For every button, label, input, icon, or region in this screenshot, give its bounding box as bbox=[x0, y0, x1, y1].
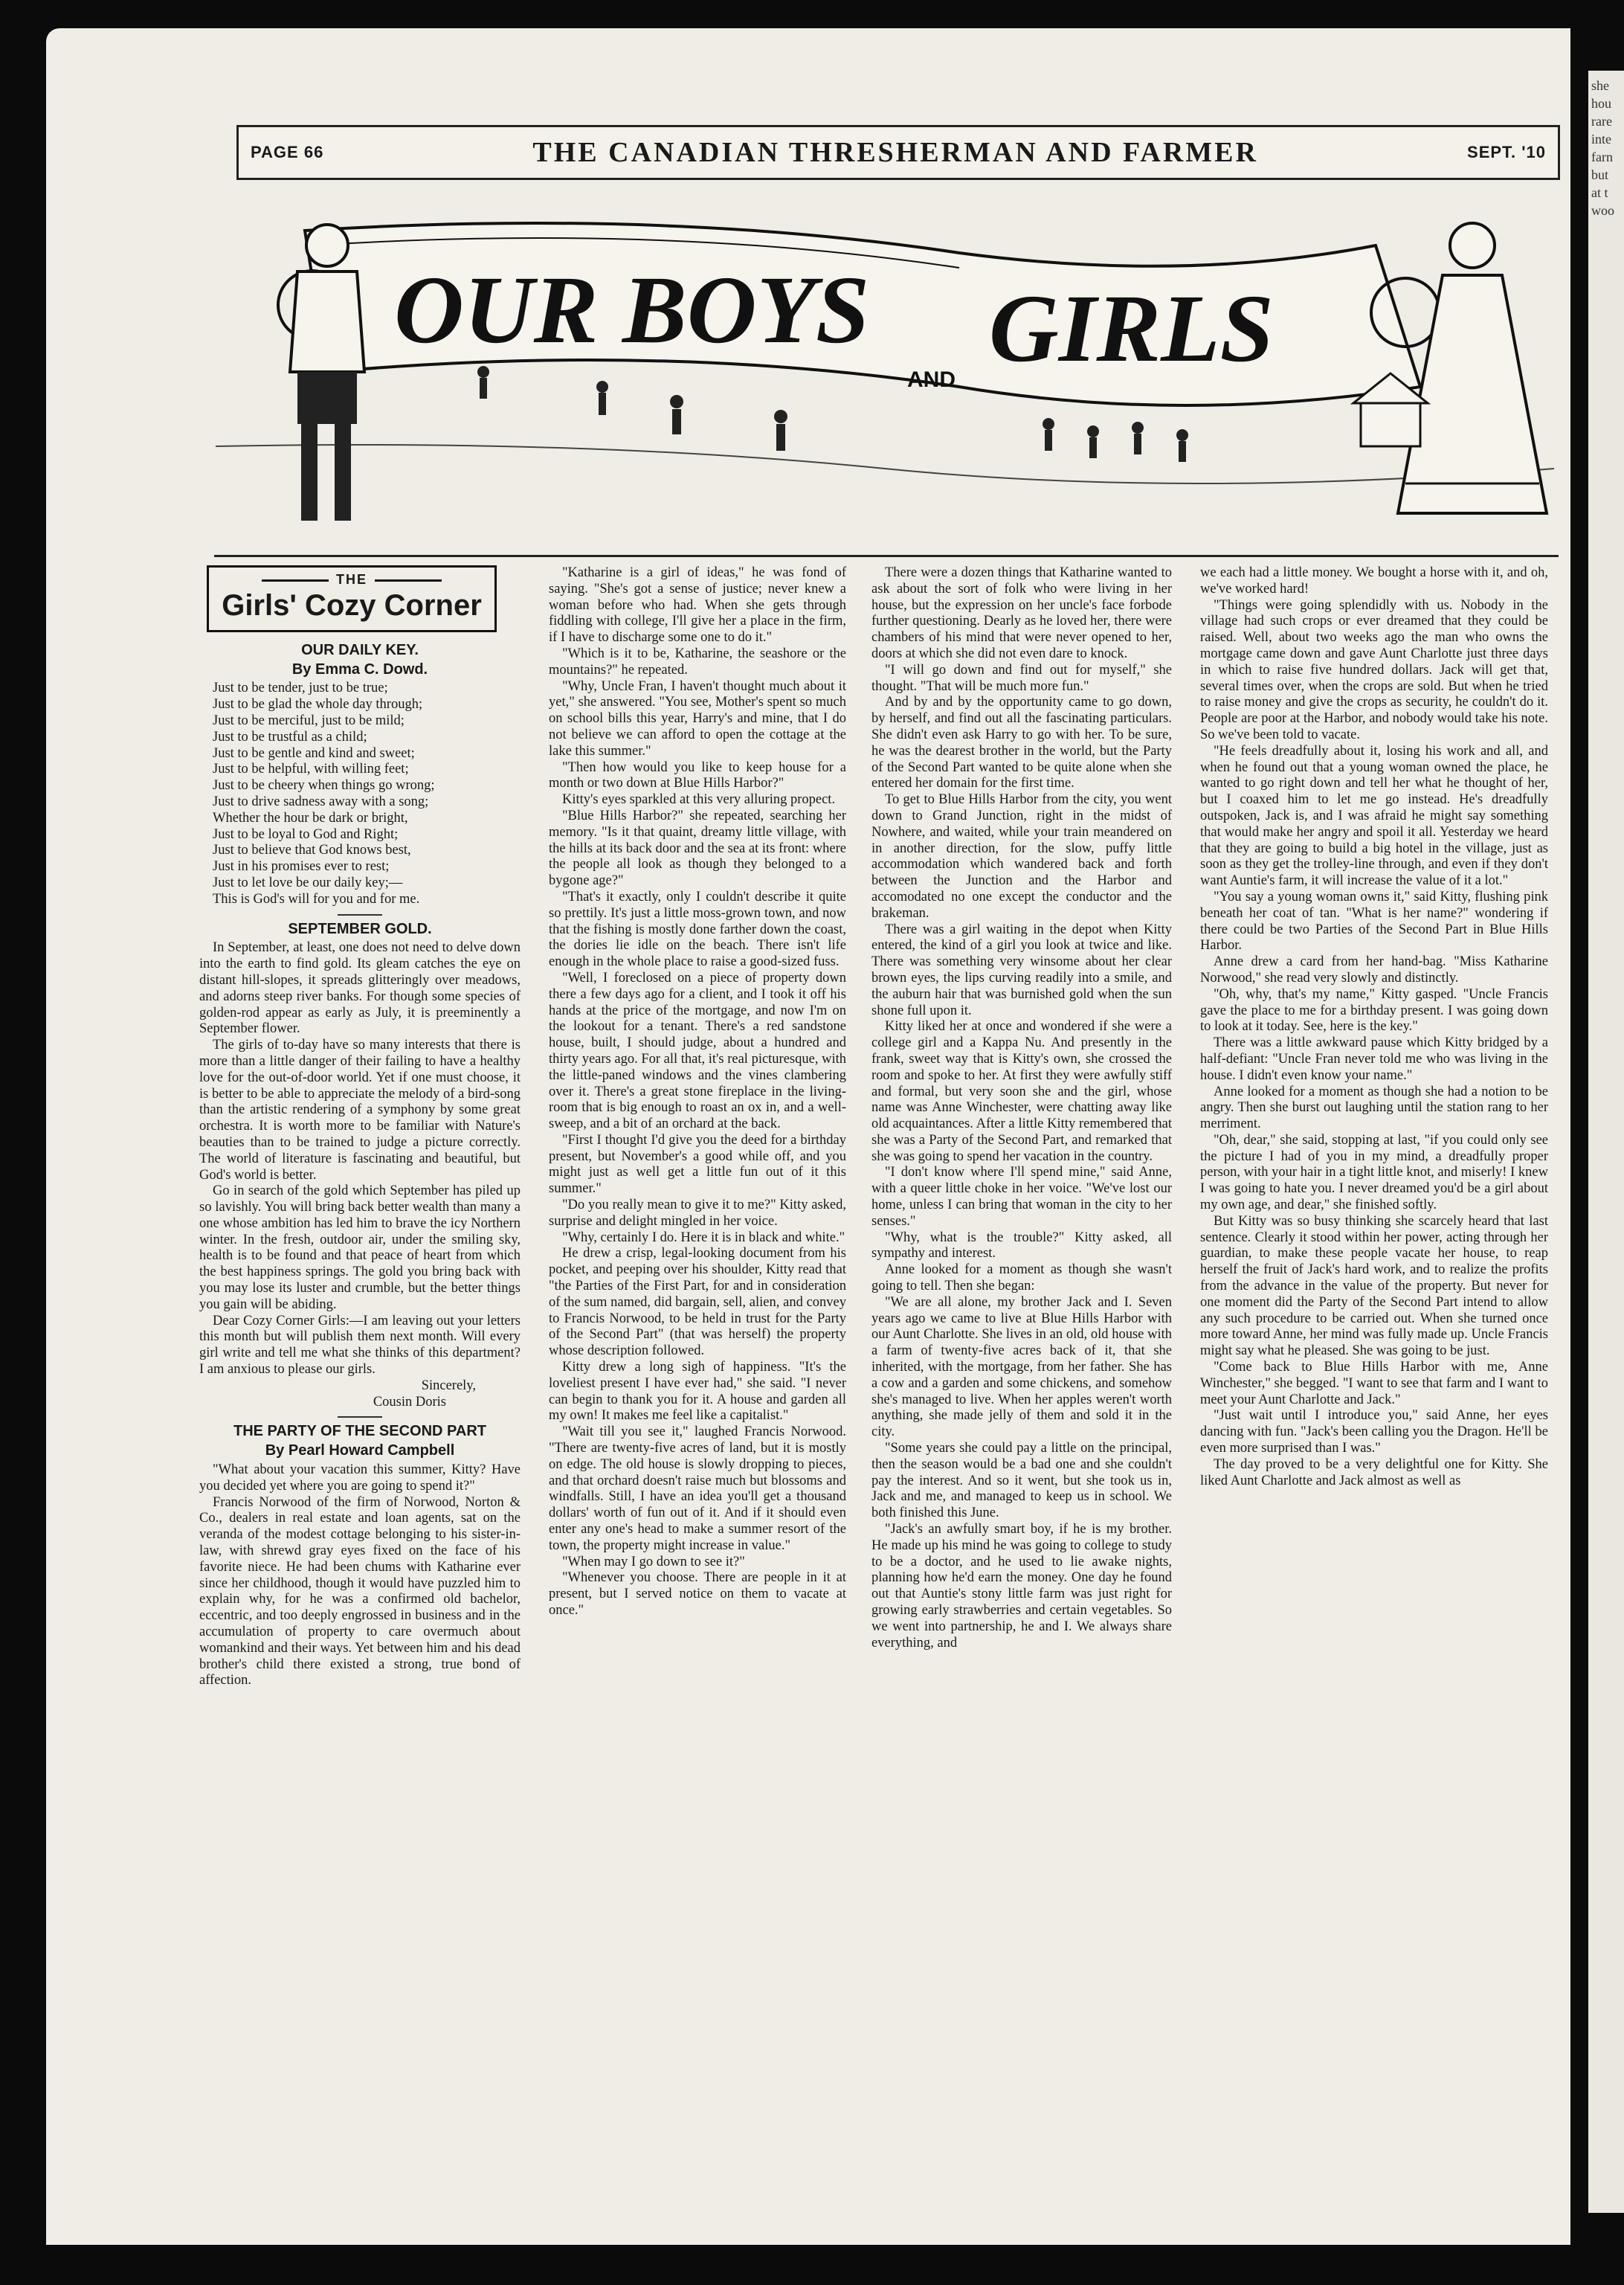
poem-line: Just to be merciful, just to be mild; bbox=[213, 713, 405, 728]
paragraph: "Wait till you see it," laughed Francis Norwood. "There are twenty-five acres of land, but it is mostly on edge. The old house is slowly dropping to pieces, and that orchard doesn't raise much but blossoms and windfalls. Still, I have an idea you'll get a thousand dollars' worth of fun out of it. And if it should even enter any one's head to make a summer resort of the town, the property might increase in value." bbox=[549, 1424, 846, 1553]
fragment-line: hou bbox=[1591, 96, 1611, 111]
paragraph: Kitty drew a long sigh of happiness. "It's the loveliest present I have ever had," she said. "I never can begin to thank you for it. A house and garden all my own! It makes me feel like a capitalist." bbox=[549, 1360, 846, 1424]
poem-line: Just in his promises ever to rest; bbox=[213, 859, 390, 875]
paragraph: Anne looked for a moment as though she had a notion to be angry. Then she burst out laughing until the station rang to her merriment. bbox=[1200, 1084, 1548, 1132]
poem-line: Just to drive sadness away with a song; bbox=[213, 794, 429, 809]
corner-the-label: THE bbox=[216, 572, 487, 588]
paragraph: "Oh, dear," she said, stopping at last, "if you could only see the picture I had of you in my mind, a dreadfully proper person, with your hair in a tight little knot, and miserly! I knew I was going to hate you. I never dreamed you'd be a girl about my own age, and dear," she finished softly. bbox=[1200, 1132, 1548, 1213]
our-boys-and-girls-banner bbox=[216, 201, 1554, 550]
fragment-line: she bbox=[1591, 78, 1609, 93]
paragraph: "Whenever you choose. There are people in it at present, but I served notice on them to vacate at once." bbox=[549, 1570, 846, 1618]
paragraph: There was a girl waiting in the depot when Kitty entered, the kind of a girl you look at twice and like. There was something very winsome about her clear brown eyes, the lips curving readily into a smile, and the auburn hair that was burnished gold when the sun shone full upon it. bbox=[871, 922, 1172, 1018]
paragraph: "We are all alone, my brother Jack and I. Seven years ago we came to live at Blue Hills Harbor with our Aunt Charlotte. She lives in an old, old house with a farm of twenty-five acres back of it, that she inherited, with the mortgage, from her father. She has a cow and a garden and some chickens, and somehow she's managed to live. When her apples weren't worth anything, she made jelly of them and sold it in the city. bbox=[871, 1294, 1172, 1440]
paragraph: To get to Blue Hills Harbor from the city, you went down to Grand Junction, right in the midst of Nowhere, and waited, while your train meandered on in another direction, for the slow, puffy little accommodation which wandered back and forth between the Junction and the Harbor and accomodated no one except the conductor and the brakeman. bbox=[871, 792, 1172, 921]
story-byline: By Pearl Howard Campbell bbox=[265, 1442, 455, 1459]
paragraph: The girls of to-day have so many interests that there is more than a little danger of their failing to have a healthy love for the out-of-door world. Yet if one must choose, it is better to be able to appreciate the melody of a bird-song than the artistic rendering of a symphony by some great orchestra. It is worth more to be familiar with Nature's beauties than to be trained to judge a picture correctly. The world of literature is fascinating and beautiful, but God's world is better. bbox=[199, 1038, 521, 1183]
corner-title: Girls' Cozy Corner bbox=[222, 588, 482, 622]
section-divider bbox=[338, 1416, 382, 1418]
adjacent-page-edge bbox=[1588, 71, 1624, 2213]
paragraph: "Katharine is a girl of ideas," he was fond of saying. "She's got a sense of justice; never knew a woman before who had. When she gets through fiddling with college, I'll give her a place in the firm, if I have to discharge some one to do it." bbox=[549, 565, 846, 646]
page-number: PAGE 66 bbox=[251, 143, 324, 161]
paragraph: "I will go down and find out for myself," she thought. "That will be much more fun." bbox=[871, 662, 1172, 694]
poem-line: This is God's will for you and for me. bbox=[213, 891, 420, 907]
adjacent-page-fragment bbox=[1588, 71, 1624, 225]
paragraph: "Why, Uncle Fran, I haven't thought much about it yet," she answered. "You see, Mother's spent so much on school bills this year, Harry's and mine, that I do not believe we can afford to open the cottage at the lake this summer." bbox=[549, 678, 846, 759]
paragraph: "When may I go down to see it?" bbox=[562, 1554, 745, 1569]
poem-line: Just to let love be our daily key;— bbox=[213, 875, 403, 890]
masthead-bar bbox=[236, 125, 1560, 180]
banner-illustration bbox=[216, 201, 1554, 550]
banner-left-text: OUR BOYS bbox=[394, 257, 870, 364]
paragraph: There was a little awkward pause which Kitty bridged by a half-defiant: "Uncle Fran never told me who was living in the house. I didn't even know your name." bbox=[1200, 1035, 1548, 1083]
paragraph: In September, at least, one does not need to delve down into the earth to find gold. Its gleam catches the eye on distant hill-slopes, it spreads glitteringly over meadows, and adorns steep river banks. For though some species of golden-rod appear as early as July, it is preeminently a September flower. bbox=[199, 940, 521, 1037]
poem-line: Just to be cheery when things go wrong; bbox=[213, 778, 435, 794]
story-title: THE PARTY OF THE SECOND PART bbox=[233, 1423, 487, 1440]
publication-title: THE CANADIAN THRESHERMAN AND FARMER bbox=[532, 137, 1258, 168]
signature: Cousin Doris bbox=[373, 1394, 446, 1410]
banner-divider bbox=[214, 555, 1559, 557]
paragraph: The day proved to be a very delightful one for Kitty. She liked Aunt Charlotte and Jack almost as well as bbox=[1200, 1456, 1548, 1488]
fragment-line: woo bbox=[1591, 203, 1614, 218]
issue-date: SEPT. '10 bbox=[1467, 143, 1546, 161]
paragraph: "Why, what is the trouble?" Kitty asked, all sympathy and interest. bbox=[871, 1230, 1172, 1262]
paragraph: "Do you really mean to give it to me?" Kitty asked, surprise and delight mingled in her voice. bbox=[549, 1198, 846, 1229]
poem-line: Just to be tender, just to be true; bbox=[213, 681, 388, 696]
poem-line: Just to be glad the whole day through; bbox=[213, 697, 423, 713]
daily-key-title: OUR DAILY KEY. bbox=[301, 641, 419, 658]
paragraph: Anne looked for a moment as though she wasn't going to tell. Then she began: bbox=[871, 1262, 1172, 1294]
girl-figure bbox=[1398, 223, 1547, 513]
daily-key-byline: By Emma C. Dowd. bbox=[291, 661, 428, 678]
paragraph: "Which is it to be, Katharine, the seashore or the mountains?" he repeated. bbox=[549, 646, 846, 678]
column-2 bbox=[549, 565, 846, 1619]
paragraph: "Come back to Blue Hills Harbor with me, Anne Winchester," she begged. "I want to see that farm and I want to meet your Aunt Charlotte and Jack." bbox=[1200, 1360, 1548, 1407]
paragraph: And by and by the opportunity came to go down, by herself, and find out all the fascinating particulars. She didn't even ask Harry to go with her. To be sure, he was the dearest brother in the world, but the Party of the Second Part wanted to be quite alone when she entered her domain for the first time. bbox=[871, 695, 1172, 791]
girls-cozy-corner-heading bbox=[207, 565, 497, 632]
paragraph: "What about your vacation this summer, Kitty? Have you decided yet where you are going to spend it?" bbox=[199, 1462, 521, 1494]
paragraph: "I don't know where I'll spend mine," said Anne, with a queer little choke in her voice. "We've lost our home, unless I can bring that woman in the city to her senses." bbox=[871, 1165, 1172, 1229]
banner-right-text: GIRLS bbox=[989, 275, 1274, 382]
poem-line: Just to be trustful as a child; bbox=[213, 729, 367, 745]
paragraph: Dear Cozy Corner Girls:—I am leaving out your letters this month but will publish them next month. Will every girl write and tell me what she thinks of this department? I am anxious to please our girls. bbox=[199, 1313, 521, 1378]
paragraph: "Then how would you like to keep house for a month or two down at Blue Hills Harbor?" bbox=[549, 759, 846, 791]
poem-line: Just to be helpful, with willing feet; bbox=[213, 762, 409, 777]
paragraph: Kitty's eyes sparkled at this very alluring propect. bbox=[562, 792, 836, 808]
paragraph: Kitty liked her at once and wondered if she were a college girl and a Kappa Nu. And presently in the frank, sweet way that is Kitty's own, she crossed the room and spoke to her. At first they were awfully stiff and formal, but very soon she and the girl, whose name was Anne Winchester, were chatting away like old acquaintances. After a little Kitty remembered that she was a Party of the Second Part, and remarked that she was going to spend her vacation in the country. bbox=[871, 1019, 1172, 1164]
september-gold-title: SEPTEMBER GOLD. bbox=[288, 920, 432, 937]
paragraph: "Blue Hills Harbor?" she repeated, searching her memory. "Is it that quaint, dreamy little village, with the hills at its back door and the sea at its front: where the people all look as though they belonged to a bygone age?" bbox=[549, 808, 846, 889]
column-4 bbox=[1200, 565, 1548, 1489]
poem bbox=[199, 681, 521, 907]
column-3 bbox=[871, 565, 1172, 1651]
fragment-line: inte bbox=[1591, 132, 1611, 147]
paragraph: "Well, I foreclosed on a piece of property down there a few days ago for a client, and I took it off his hands at the price of the mortgage, and now I'm on the lookout for a tenant. There's a red sandstone house, built, I should judge, about a hundred and thirty years ago. For all that, it's real picturesque, with the little-paned windows and the vines clambering over it. There's a great stone fireplace in the living-room that is big enough to roast an ox in, and a well-sweep, and a bit of an orchard at the back. bbox=[549, 970, 846, 1132]
fragment-line: rare bbox=[1591, 114, 1612, 129]
poem-line: Just to be gentle and kind and sweet; bbox=[213, 745, 415, 761]
paragraph: "That's it exactly, only I couldn't describe it quite so prettily. It's just a little moss-grown town, and now that the fishing is mostly done farther down the coast, the dories lie idle on the beach. There isn't life enough in the whole place to raise a good-sized fuss. bbox=[549, 889, 846, 970]
section-divider bbox=[338, 914, 382, 916]
poem-line: Just to believe that God knows best, bbox=[213, 843, 411, 858]
paragraph: "Things were going splendidly with us. Nobody in the village had such crops or ever dreamed that they could be raised. Well, about two weeks ago the man who owns the mortgage came down and gave Aunt Charlotte just three days in which to raise five hundred dollars. Jack will get that, several times over, when the crops are sold. But when he tried to raise money and give the crops as security, he couldn't do it. People are poor at the Harbor, and nobody would take his note. So we've been told to vacate. bbox=[1200, 597, 1548, 742]
paragraph: He drew a crisp, legal-looking document from his pocket, and peeping over his shoulder, Kitty read that "the Parties of the First Part, for and in consideration of the sum named, did bargain, sell, alien, and convey to Francis Norwood, to be held in trust for the Party of the Second Part" (that was herself) the property whose description followed. bbox=[549, 1246, 846, 1359]
poem-line: Just to be loyal to God and Right; bbox=[213, 826, 399, 842]
paragraph: Francis Norwood of the firm of Norwood, Norton & Co., dealers in real estate and loan agents, sat on the veranda of the modest cottage belonging to his sister-in-law, with shrewd gray eyes fixed on the face of his favorite niece. He had been chums with Katharine ever since her childhood, though it would have puzzled him to explain why, for he was a confirmed old bachelor, eccentric, and too deeply engrossed in business and in the accumulation of property to care overmuch about womankind and their ways. Yet between him and his dead brother's child there existed a strong, true bond of affection. bbox=[199, 1494, 521, 1688]
paragraph: Anne drew a card from her hand-bag. "Miss Katharine Norwood," she read very slowly and distinctly. bbox=[1200, 954, 1548, 986]
paragraph: "You say a young woman owns it," said Kitty, flushing pink beneath her coat of tan. "What is her name?" wondering if there could be two Parties of the Second Part in Blue Hills Harbor. bbox=[1200, 889, 1548, 954]
paragraph: "First I thought I'd give you the deed for a birthday present, but November's a good while off, and you might just as well get a little fun out of it this summer." bbox=[549, 1132, 846, 1197]
column-1 bbox=[199, 565, 521, 1689]
fragment-line: but bbox=[1591, 167, 1609, 182]
paragraph: "Just wait until I introduce you," said Anne, her eyes dancing with fun. "Jack's been calling you the Dragon. He'll be even more surprised than I was." bbox=[1200, 1408, 1548, 1456]
paragraph: "Some years she could pay a little on the principal, then the season would be a bad one and she couldn't pay the interest. And so it went, but she took us in, Jack and me, and managed to keep us in school. We both finished this June. bbox=[871, 1441, 1172, 1521]
paragraph: There were a dozen things that Katharine wanted to ask about the sort of folk who were living in her house, but the expression on her uncle's face forbode further questioning. Dearly as he loved her, there were chambers of his mind that were never opened to her, doors at which she did not even dare to knock. bbox=[871, 565, 1172, 661]
paragraph: Go in search of the gold which September has piled up so lavishly. You will bring back better wealth than many a one whose ambition has led him to brave the icy Northern winter. In the fresh, outdoor air, under the smiling sky, health is to be found and that peace of heart from which the best happiness springs. The gold you bring back with you may lose its luster and crumble, but the better things you gain will be abiding. bbox=[199, 1183, 521, 1312]
banner-and-text: AND bbox=[907, 367, 956, 392]
paragraph: But Kitty was so busy thinking she scarcely heard that last sentence. Clearly it stood within her power, acting through her guardian, to make these people vacate her house, to reap herself the fruit of Jack's hard work, and to realize the profits from the advance in the value of the property. But never for one moment did the Party of the Second Part intend to allow any such procedure to be carried out. When she turned once more toward Anne, her mind was fully made up. Uncle Francis might say what he pleased. She was going to be just. bbox=[1200, 1213, 1548, 1359]
paragraph: "He feels dreadfully about it, losing his work and all, and when he found out that a young woman owned the place, he wanted to go right down and tell her what he thought of her, but I coaxed him to let me go instead. He's dreadfully outspoken, Jack is, and I was afraid he might say something that would make her angry and spoil it all. Yesterday we heard that they are going to build a big hotel in the village, just as soon as they get the trolley-line through, and even if they don't want Auntie's farm, it will increase the value of it a lot." bbox=[1200, 743, 1548, 889]
fragment-line: at t bbox=[1591, 185, 1608, 200]
paragraph: "Jack's an awfully smart boy, if he is my brother. He made up his mind he was going to college to study to be a doctor, and he used to lie awake nights, planning how he'd earn the money. One day he found out that Auntie's stony little farm was just right for growing early strawberries and certain vegetables. So we went into partnership, he and I. We always share everything, and bbox=[871, 1522, 1172, 1651]
paragraph: we each had a little money. We bought a horse with it, and oh, we've worked hard! bbox=[1200, 565, 1548, 597]
poem-line: Whether the hour be dark or bright, bbox=[213, 810, 408, 826]
closing: Sincerely, bbox=[421, 1378, 476, 1393]
paragraph: "Oh, why, that's my name," Kitty gasped. "Uncle Francis gave the place to me for a birthday present. I was going down to look at it today. See, here is the key." bbox=[1200, 986, 1548, 1035]
fragment-line: farn bbox=[1591, 150, 1613, 164]
paragraph: "Why, certainly I do. Here it is in black and white." bbox=[562, 1230, 845, 1245]
